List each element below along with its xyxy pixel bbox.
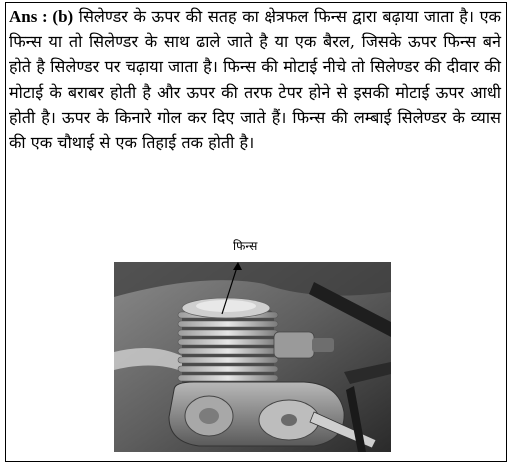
cylinder-fins — [178, 298, 278, 388]
engine-photo — [114, 262, 391, 452]
answer-label: Ans : (b) — [9, 7, 74, 26]
engine-fins-figure — [114, 238, 391, 452]
answer-text: सिलेण्डर के ऊपर की सतह का क्षेत्रफल फिन्स द्वारा बढ़ाया जाता है। एक फिन्स या तो सिलेण्डर के साथ ढाले जाते है या एक बैरल, जिसके ऊपर फिन्स बने होते है सिलेण्डर पर चढ़ाया जाता है। फिन्स की मोटाई नीचे तो सिलेण्डर की दीवार की मोटाई के बराबर होती है और ऊपर की तरफ टेपर होने से इसकी मोटाई ऊपर आधी होती है। ऊपर के किनारे गोल कर दिए जाते हैं। फिन्स की लम्बाई सिलेण्डर के व्यास की एक चौथाई से एक तिहाई तक होती है। — [9, 7, 501, 153]
figure-caption: फिन्स — [233, 239, 258, 253]
answer-paragraph — [9, 4, 501, 155]
